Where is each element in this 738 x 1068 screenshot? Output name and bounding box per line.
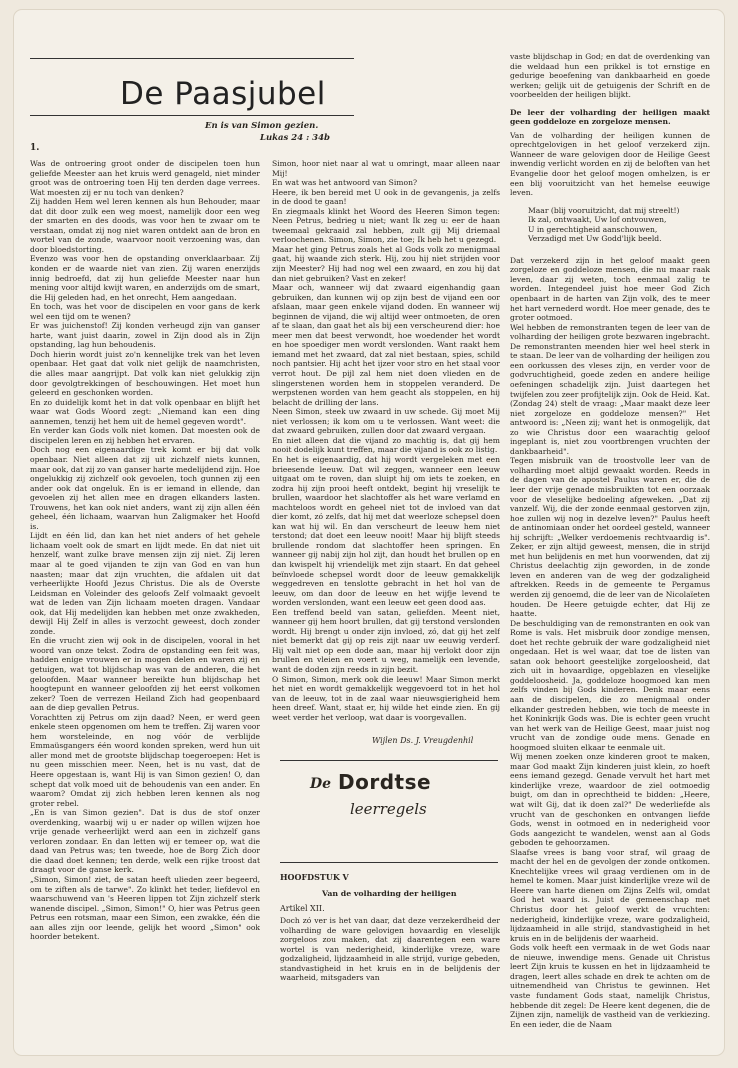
paragraph: „En is van Simon gezien". Dat is dus de stof onzer overdenking, waarbij wij u er nader op willen wijzen hoe vrije genade verheerlijkt werd aan een in zichzelf gans verloren zondaar. En dan letten wij er temeer op, wat die daad van Petrus was; ten tweede, hoe de Borg Zich door die daad doet kennen; ten derde, welk een rijke troost dat draagt voor de ganse kerk. — [30, 808, 260, 875]
paragraph: Neen Simon, steek uw zwaard in uw schede. Gij moet Mij niet verlossen; ik kom om u te verlossen. Want weet: die dat zwaard gebruiken, zullen door dat zwaard vergaan. — [272, 407, 500, 436]
column-1 — [30, 159, 260, 1039]
paragraph: Tegen misbruik van de troostvolle leer van de volharding moet altijd gewaakt worden. Reeds in de dagen van de apostel Paulus waren er, die de leer der vrije genade misbruikten tot een oorzaak voor de vleselijke bedoeling afgeweken. „Dat zij vanzelf. Wij, die der zonde eenmaal gestorven zijn, hoe zullen wij nog in dezelve leven?" Paulus heeft de antinomiaan onder het oordeel gesteld, wanneer hij schrijft: „Welker verdoemenis rechtvaardig is". Zeker, er zijn altijd geweest, mensen, die in strijd met hun belijdenis en met hun voorwenden, dat zij Christus deelachtig zijn geworden, in de zonde leven en anderen van de weg der godzaligheid aftrekken. Reeds in de gemeente te Pergamus werden zij genoemd, die de leer van de Nicolaïeten houden. De Heere getuigde echter, dat Hij ze haatte. — [510, 456, 710, 619]
text-source: Lukas 24 : 34b — [260, 133, 330, 143]
verse-line: Verzadigd met Uw Godd'lijk beeld. — [528, 234, 662, 244]
paragraph: En niet alleen dat die vijand zo machtig is, dat gij hem nooit dodelijk kunt treffen, maar die vijand is ook zo listig. — [272, 435, 500, 455]
section-rule-bottom — [280, 862, 498, 863]
paragraph: Vorachtten zij Petrus om zijn daad? Neen, er werd geen enkele steen opgenomen om hem te treffen. Zij waren voor hem worsteleinde, en nog vóór de verblijde Emmaüsgangers één woord konden spreken, werd hun uit aller mond met de grootste blijdschap toegeroepen: Het is nu geen misschien meer. Neen, het is nu vast, dat de Heere opgestaan is, want Hij is van Simon gezien! O, dan schept dat volk moed uit de behoudenis van een ander. En waarom? Omdat zij zich hebben leren kennen als nog groter rebel. — [30, 712, 260, 808]
paragraph: Gods volk heeft een vermaak in de wet Gods naar de nieuwe, inwendige mens. Genade uit Christus leert Zijn kruis te kussen en het in lijdzaamheid te dragen, leert alles schade en drek te achten om de uitnemendheid van Christus te gewinnen. Het vaste fundament Gods staat, namelijk Christus, hebbende dit zegel: De Heere kent degenen, die de Zijnen zijn, namelijk de vastheid van de verkiezing. En een ieder, die de Naam — [510, 943, 710, 1029]
dordt-heading-sub: leerregels — [350, 800, 427, 818]
paragraph: De beschuldiging van de remonstranten en ook van Rome is vals. Het misbruik door zondige mensen, doet het rechte gebruik der ware godzaligheid niet ongedaan. Het is wel waar, dat toe de listen van satan ook behoort geestelijke zorgeloosheid, dat zich uit in hovaardige, opgeblazen en vleselijke goddeloosheid. Ja, goddeloze hoogmoed kan men zelfs vinden bij Gods kinderen. Denk maar eens aan de discipelen, die zo menigmaal onder elkander gestreden hebben, wie toch de meeste in het Koninkrijk Gods was. Die is echter geen vrucht van het werk van de Heilige Geest, maar juist nog vrucht van de zondige oude mens. Genade en hoogmoed sluiten elkaar te eenmale uit. — [510, 618, 710, 752]
chapter-heading: HOOFDSTUK V — [280, 872, 349, 882]
paragraph: Evenzo was voor hen de opstanding onverklaarbaar. Zij konden er de waarde niet van zien. Zij waren enerzijds innig bedroefd, dat zij hun geliefde Meester naar hun mening voor altijd kwijt waren, en anderzijds om de smart, die Hij geleden had, en het onrecht, Hem aangedaan. — [30, 254, 260, 302]
column-3 — [510, 52, 710, 1042]
paragraph: Doch zó ver is het van daar, dat deze verzekerdheid der volharding de ware gelovigen hovaardig en vleselijk zorgeloos zou maken, dat zij daarentegen een ware wortel is van nederigheid, kinderlijke vreze, ware godzaligheid, lijdzaamheid in alle strijd, vurige gebeden, standvastigheid in het kruis en in de belijdenis der waarheid, mitsgaders van — [280, 916, 500, 983]
dordt-heading-main: Dordtse — [338, 770, 432, 794]
section-heading: De leer der volharding der heiligen maakt geen goddeloze en zorgeloze mensen. — [510, 107, 710, 127]
article-heading: Artikel XII. — [280, 904, 325, 913]
paragraph: Dat verzekerd zijn in het geloof maakt geen zorgeloze en goddeloze mensen, die nu maar raak leven, daar zij weten, toch eenmaal zalig te worden. Integendeel juist hoe meer God Zich openbaart in de harten van Zijn volk, des te meer het hart vernederd wordt. Hoe meer genade, des te groter ootmoed. — [510, 255, 710, 323]
paragraph: Maar och, wanneer wij dat zwaard eigenhandig gaan gebruiken, dan kunnen wij op zijn best de vijand een oor afslaan, maar geen enkele vijand doden. En wanneer wij beginnen de vijand, die wij altijd weer ontmoeten, de oren af te slaan, dan gaat het als bij een verscheurend dier: hoe meer men dat beest verwondt, hoe woedender het wordt en hoe spoediger men wordt verslonden. Want raakt hem iemand met het zwaard, dat zal niet bestaan, spies, schild noch pantsier. Hij acht het ijzer voor stro en het staal voor verrot hout. De pijl zal hem niet doen vlieden en de slingerstenen worden hem in stoppelen veranderd. De werpstenen worden van hem geacht als stoppelen, en hij belacht de drilling der lans. — [272, 283, 500, 407]
paragraph: En zo duidelijk komt het in dat volk openbaar en blijft het waar wat Gods Woord zegt: „Niemand kan een ding aannemen, tenzij het hem uit de hemel gegeven wordt". — [30, 397, 260, 426]
paragraph: En die vrucht zien wij ook in de discipelen, vooral in het woord van onze tekst. Zodra de opstanding een feit was, hadden enige vrouwen er in mogen delen en waren zij en getuigen, wat tot blijdschap was van de anderen, die het geloofden. Maar wanneer bereikte hun blijdschap het hoogtepunt en wanneer geloofden zij het eerst volkomen zeker? Toen de verrezen Heiland Zich had geopenbaard aan de diep gevallen Petrus. — [30, 636, 260, 713]
paragraph: En het is eigenaardig, dat hij wordt vergeleken met een brieesende leeuw. Dat wil zeggen, wanneer een leeuw uitgaat om te roven, dan sluipt hij om iets te zoeken, en zodra hij zijn prooi heeft ontdekt, begint hij vreselijk te brullen, waardoor het slachtoffer als het ware verlamd en machteloos wordt en geheel niet tot de invloed van dat dier komt, zó zelfs, dat hij met dat weerloze schepsel doen kan wat hij wil. En dan verscheurt de leeuw hem niet terstond; dat doet een leeuw nooit! Maar hij blijft steeds brullende rondom dat slachtoffer heen springen. En wanneer gij nabij zijn hol zijt, dan houdt het brullen op en dan kwispelt hij vriendelijk met zijn staart. En dat geheel beïnvloede schepsel wordt door de leeuw gemakkelijk weggedreven en tenslotte gebracht in het hol van de leeuw, om dan door de leeuw en het wijfje levend te worden verslonden, want een leeuw eet geen dood aas. — [272, 454, 500, 608]
paragraph: Van de volharding der heiligen kunnen de oprechtgelovigen in het geloof verzekerd zijn. Wanneer de ware gelovigen door de Heilige Geest inwendig verlicht worden en zij de beloften van het Evangelie door het geloof mogen omhelzen, is er een blij vooruitzicht van het hemelse eeuwige leven. — [510, 130, 710, 198]
paragraph: Doch hierin wordt juist zo'n kennelijke trek van het leven openbaar. Het gaat dat volk niet gelijk de naamchristen, die alles maar aangrijpt. Dat volk kan niet gelukkig zijn door gevolgtrekkingen of beschouwingen. Het moet hun geleerd en geschonken worden. — [30, 349, 260, 398]
paragraph: O Simon, Simon, merk ook die leeuw! Maar Simon merkt het niet en wordt gemakkelijk weggevoerd tot in het hol van de leeuw, tot in de zaal waar nieuwsgierigheid hem heen dreef. Want, staat er, hij wilde het einde zien. En gij weet verder het verloop, wat daar is voorgevallen. — [272, 674, 500, 722]
paragraph: En ziegmaals klinkt het Woord des Heeren Simon tegen: Neen Petrus, bedrieg u niet; want Ik zeg u: eer de haan tweemaal gekraaid zal hebben, zult gij Mij driemaal verloochenen. Simon, Simon, zie toe; Ik heb het u gezegd. — [272, 206, 500, 245]
section-rule — [280, 760, 498, 761]
verse — [510, 206, 710, 244]
paragraph: Zij hadden Hem wel leren kennen als hun Behouder, maar dat dit door zulk een weg moest, namelijk door een weg der smarten en des doods, was voor hen te zwaar om te verstaan, omdat zij nog niet waren ontdekt aan de bron en wortel van de zonde, waarvoor nooit verzoening was, dan door bloedstorting. — [30, 197, 260, 254]
column-dordt — [280, 916, 500, 1041]
verse-line: Ik zal, ontwaakt, Uw lof ontvouwen, — [528, 215, 667, 225]
paragraph: Wel hebben de remonstranten tegen de leer van de volharding der heiligen grote bezwaren ingebracht. De remonstranten meenden hier wel heel sterk in te staan. De leer van de volharding der heiligen zou een oorkussen des vleses zijn, en verder voor de godvruchtigheid, goede zeden en andere heilige oefeningen schadelijk zijn. Juist daartegen het twijfelen zou zeer profijtelijk zijn. Ook de Heid. Kat. (Zondag 24) stelt de vraag: „Maar maakt deze leer niet zorgeloze en goddeloze mensen?" Het antwoord is: „Neen zij; want het is onmogelijk, dat zo wie Christus door een waarachtig geloof ingeplant is, niet zou voortbrengen vruchten der dankbaarheid". — [510, 322, 710, 456]
top-rule — [30, 58, 354, 59]
paragraph: Lijdt en één lid, dan kan het niet anders of het gehele lichaam voelt ook de smart en lijdt mede. En dat niet uit henzelf, want zulke brave mensen zijn zij niet. Zij leren maar al te goed vijanden te zijn van God en van hun naasten; maar dat zijn vruchten, die afdalen uit dat verheerlijkte Hoofd Jezus Christus. Die als de Overste Leidsman en Voleinder des geloofs Zelf volmaakt gevoelt wat de leden van Zijn lichaam moeten dragen. Vandaar ook, dat Hij medelijden kan hebben met onze zwakheden, dewijl Hij Zelf in alles is verzocht geweest, doch zonder zonde. — [30, 531, 260, 636]
verse-line: Maar (blij vooruitzicht, dat mij streelt!) — [528, 205, 680, 215]
paragraph: Een treffend beeld van satan, geliefden. Meent niet, wanneer gij hem hoort brullen, dat gij terstond verslonden wordt. Hij brengt u onder zijn invloed, zó, dat gij het zelf niet bemerkt dat gij op reis zijt naar uw eeuwig verderf. Hij valt niet op een dode aan, maar hij verlokt door zijn brullen en vleien en voert u weg, namelijk een levende, want de doden zijn reeds in zijn bezit. — [272, 607, 500, 674]
paragraph: En wat was het antwoord van Simon? — [272, 178, 418, 188]
verse-line: U in gerechtigheid aanschouwen, — [528, 224, 658, 234]
column-2 — [272, 159, 500, 731]
paragraph: En toch, was het voor de discipelen en voor gans de kerk wel een tijd om te wenen? — [30, 302, 260, 321]
chapter-subheading: Van de volharding der heiligen — [322, 889, 457, 898]
paragraph: Maar het ging Petrus zoals het al Gods volk zo menigmaal gaat, hij waande zich sterk. Hij, zou hij niet strijden voor zijn Meester? Hij had nog wel een zwaard, en zou hij dat dan niet gebruiken? Vast en zeker! — [272, 244, 500, 283]
paragraph: Heere, ik ben bereid met U ook in de gevangenis, ja zelfs in de dood te gaan! — [272, 187, 500, 207]
paragraph: „Simon, Simon! ziet, de satan heeft ulieden zeer begeerd, om te ziften als de tarwe". Zo klinkt het teder, liefdevol en waarschuwend van 's Heeren lippen tot Zijn zichzelf sterk wanende discipel. „Simon, Simon!" O, hier was Petrus geen Petrus een rotsman, maar een Simon, een zwakke, één die aan alles zijn oor leende, gelijk het woord „Simon" ook hoorder betekent. — [30, 875, 260, 942]
paragraph: En verder kan Gods volk niet komen. Dat moesten ook de discipelen leren en zij hebben het ervaren. — [30, 426, 260, 445]
dordt-heading — [280, 768, 498, 836]
page-number: 1. — [30, 143, 40, 153]
text-reference: En is van Simon gezien. — [205, 121, 319, 131]
paragraph: Was de ontroering groot onder de discipelen toen hun geliefde Meester aan het kruis werd genageld, niet minder groot was de ontroering toen Hij ten derden dage verrees. Wat moesten zij er nu toch van denken? — [30, 159, 260, 197]
paragraph: Simon, hoor niet naar al wat u omringt, maar alleen naar Mij! — [272, 159, 500, 178]
paragraph: Doch nog een eigenaardige trek komt er bij dat volk openbaar. Niet alleen dat zij uit zichzelf niets kunnen, maar ook, dat zij zo van ganser harte medelijdend zijn. Hoe ongelukkig zij zichzelf ook gevoelen, toch gunnen zij een ander ook dat ongeluk. En is er iemand in ellende, dan gevoelen zij het allen mee en dragen elkanders lasten. Trouwens, het kan ook niet anders, want zij zijn allen één geheel, één lichaam, waarvan hun Zaligmaker het Hoofd is. — [30, 445, 260, 531]
paragraph: Er was juichenstof! Zij konden verheugd zijn van ganser harte, want juist daarin, zowel in Zijn dood als in Zijn opstanding, lag hun behoudenis. — [30, 321, 260, 350]
dordt-heading-de: De — [310, 776, 332, 792]
page-title: De Paasjubel — [120, 76, 326, 112]
paragraph: Slaafse vrees is bang voor straf, wil graag de macht der hel en de gevolgen der zonde ontkomen. Knechtelijke vrees wil graag verdienen om in de hemel te komen. Maar juist kinderlijke vreze wil de Heere van harte dienen om Zijns Zelfs wil, omdat God het waard is. Juist de gemeenschap met Christus door het geloof werkt de vruchten: nederigheid, kinderlijke vreze, ware godzaligheid, lijdzaamheid in alle strijd, standvastigheid in het kruis en in de belijdenis der waarheid. — [510, 847, 710, 943]
signature: Wijlen Ds. J. Vreugdenhil — [372, 736, 474, 745]
paragraph: vaste blijdschap in God; en dat de overdenking van die weldaad hun een prikkel is tot ernstige en gedurige beoefening van dankbaarheid en goede werken; gelijk uit de getuigenis der Schrift en de voorbeelden der heiligen blijkt. — [510, 52, 710, 100]
paragraph: Wij menen zoeken onze kinderen groot te maken, maar God maakt Zijn kinderen juist klein, zo hoeft eens iemand gezegd. Genade vervult het hart met kinderlijke vreze, waardoor de ziel ootmoedig buigt, om dan in oprechtheid te bidden: „Heere, wat wilt Gij, dat ik doen zal?" De wederliefde als vrucht van de geschonken en ontvangen liefde Gods, wenst in ootmoed en in nederigheid voor Gods aangezicht te wandelen, wenst aan al Gods geboden te gehoorzamen. — [510, 752, 710, 848]
title-rule — [30, 115, 354, 116]
